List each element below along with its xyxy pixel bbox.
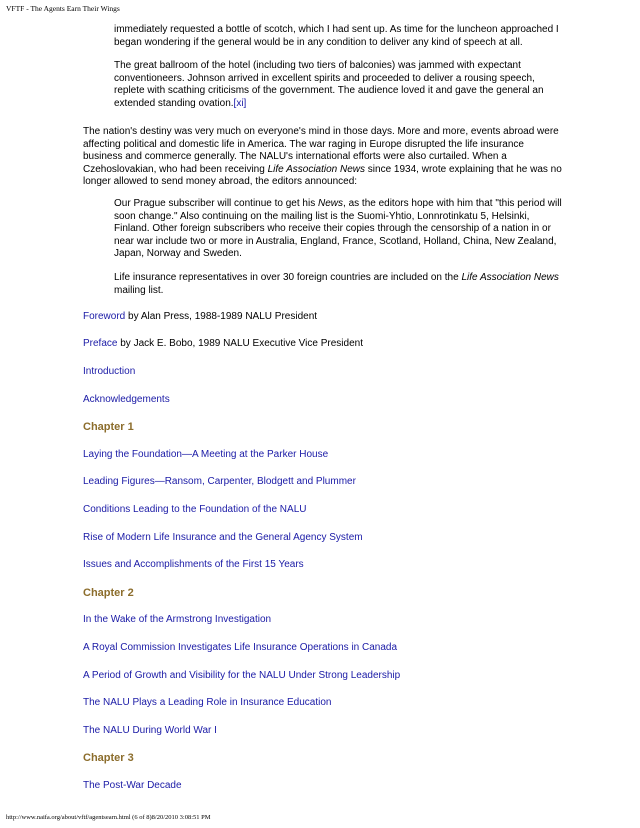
toc-foreword-entry bbox=[83, 311, 317, 324]
chapter-2-heading: Chapter 2 bbox=[83, 587, 134, 599]
body-text: since 1934, wrote explaining that he was no longer allowed to send money abroad, the editors announced: bbox=[83, 163, 562, 188]
quote-paragraph bbox=[114, 198, 562, 261]
introduction-link[interactable]: Introduction bbox=[83, 366, 136, 377]
quote-paragraph bbox=[114, 60, 562, 110]
chapter-3-heading: Chapter 3 bbox=[83, 752, 134, 764]
body-text: The nation's destiny was very much on everyone's mind in those days. More and more, events abroad were affecting political and domestic life in America. The war raging in Europe disrupted the life insurance business and commerce generally. The NALU's international efforts were also curtailed. When a Czehoslovakian, who had been receiving bbox=[83, 126, 559, 175]
body-paragraph bbox=[83, 126, 565, 189]
preface-byline: by Jack E. Bobo, 1989 NALU Executive Vice President bbox=[117, 338, 363, 349]
acknowledgements-link[interactable]: Acknowledgements bbox=[83, 394, 170, 405]
chapter-2-link[interactable]: In the Wake of the Armstrong Investigation bbox=[83, 614, 272, 625]
page-footer-url: http://www.naifa.org/about/vftf/agentsearn.html (6 of 8)8/20/2010 3:08:51 PM bbox=[6, 814, 211, 821]
chapter-2-link[interactable]: A Royal Commission Investigates Life Insurance Operations in Canada bbox=[83, 642, 398, 653]
foreword-link[interactable]: Foreword bbox=[83, 311, 126, 322]
foreword-byline: by Alan Press, 1988-1989 NALU President bbox=[125, 311, 318, 322]
chapter-1-link[interactable]: Laying the Foundation—A Meeting at the Parker House bbox=[83, 449, 329, 460]
chapter-3-link[interactable]: The Post-War Decade bbox=[83, 780, 182, 791]
chapter-2-link[interactable]: The NALU Plays a Leading Role in Insurance Education bbox=[83, 697, 332, 708]
page-header-title: VFTF - The Agents Earn Their Wings bbox=[6, 4, 120, 13]
quote-text: , as the editors hope with him that "this period will soon change." Also continuing on the mailing list is the Suomi-Yhtio, Lonnrotinkatu 5, Helsinki, Finland. Other foreign subscribers who receive their copies through the censorship of a nation in or near war include two or more in Australia, England, France, Scotland, Holland, China, New Zealand, Japan, Norway and Sweden. bbox=[114, 198, 562, 260]
publication-title: News bbox=[318, 198, 344, 209]
chapter-1-link[interactable]: Conditions Leading to the Foundation of the NALU bbox=[83, 504, 307, 515]
chapter-1-heading: Chapter 1 bbox=[83, 421, 134, 433]
publication-title: Life Association News bbox=[461, 272, 559, 283]
chapter-1-link[interactable]: Leading Figures—Ransom, Carpenter, Blodgett and Plummer bbox=[83, 476, 356, 487]
chapter-2-link[interactable]: The NALU During World War I bbox=[83, 725, 217, 736]
quote-text: The great ballroom of the hotel (including two tiers of balconies) was jammed with expectant conventioneers. Johnson arrived in excellent spirits and proceeded to deliver a rousing speech, replete with scathing criticisms of the government. The audience loved it and gave the general an extended standing ovation. bbox=[114, 60, 544, 109]
toc-preface-entry bbox=[83, 338, 363, 351]
chapter-1-link[interactable]: Rise of Modern Life Insurance and the General Agency System bbox=[83, 532, 363, 543]
quote-paragraph: immediately requested a bottle of scotch, which I had sent up. As time for the luncheon approached I began wondering if the general would be in any condition to deliver any kind of speech at all. bbox=[114, 24, 559, 48]
quote-text: Life insurance representatives in over 30 foreign countries are included on the bbox=[114, 272, 462, 283]
quote-text: Our Prague subscriber will continue to get his bbox=[114, 198, 318, 209]
preface-link[interactable]: Preface bbox=[83, 338, 118, 349]
chapter-2-link[interactable]: A Period of Growth and Visibility for the NALU Under Strong Leadership bbox=[83, 670, 401, 681]
chapter-1-link[interactable]: Issues and Accomplishments of the First 15 Years bbox=[83, 559, 304, 570]
publication-title: Life Association News bbox=[267, 163, 366, 175]
quote-text: mailing list. bbox=[114, 284, 164, 296]
footnote-link[interactable]: [xi] bbox=[233, 97, 247, 109]
quote-paragraph bbox=[114, 272, 562, 297]
